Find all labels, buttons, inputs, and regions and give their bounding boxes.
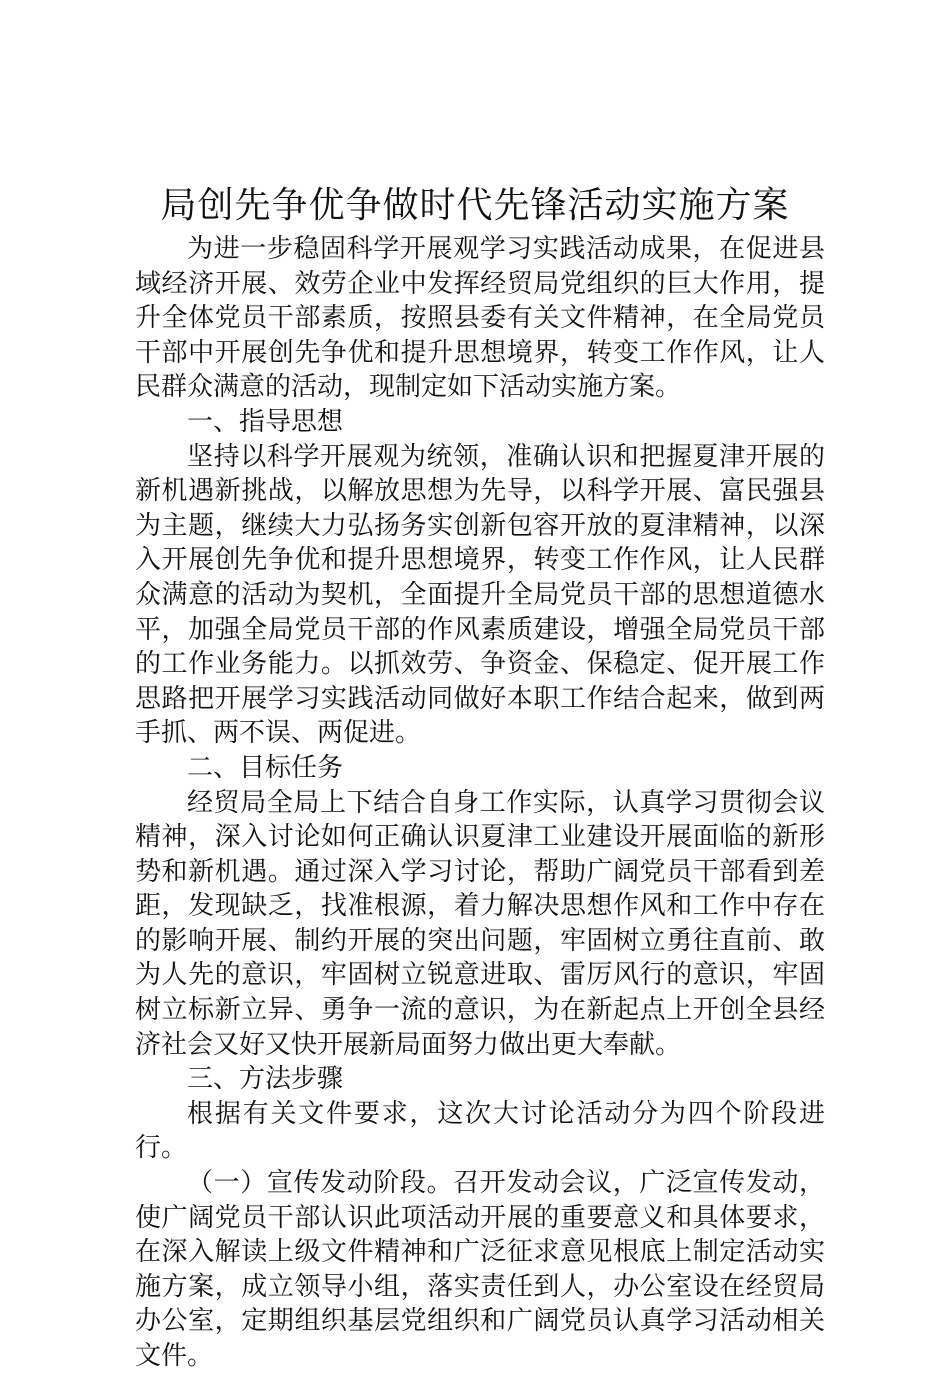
section-heading-steps: 三、方法步骤: [187, 1064, 344, 1095]
intro-paragraph: 为进一步稳固科学开展观学习实践活动成果，在促进县域经济开展、效劳企业中发挥经贸局党组织的巨大作用，提升全体党员干部素质，按照县委有关文件精神，在全局党员干部中开展创先争优和提升思想境界，转变工作作风，让人民群众满意的活动，现制定如下活动实施方案。: [135, 234, 825, 403]
steps-intro-paragraph: 根据有关文件要求，这次大讨论活动分为四个阶段进行。: [135, 1098, 825, 1164]
step-one-paragraph: （一）宣传发动阶段。召开发动会议，广泛宣传发动，使广阔党员干部认识此项活动开展的重要意义和具体要求，在深入解读上级文件精神和广泛征求意见根底上制定活动实施方案，成立领导小组，落实责任到人，办公室设在经贸局办公室，定期组织基层党组织和广阔党员认真学习活动相关文件。: [135, 1168, 825, 1371]
document-body: [135, 232, 825, 1374]
section-heading-goals: 二、目标任务: [187, 752, 344, 783]
document-title: 局创先争优争做时代先锋活动实施方案: [160, 185, 790, 226]
guiding-ideology-paragraph: 坚持以科学开展观为统领，准确认识和把握夏津开展的新机遇新挑战，以解放思想为先导，以科学开展、富民强县为主题，继续大力弘扬务实创新包容开放的夏津精神，以深入开展创先争优和提升思想境界，转变工作作风，让人民群众满意的活动为契机，全面提升全局党员干部的思想道德水平，加强全局党员干部的作风素质建设，增强全局党员干部的工作业务能力。以抓效劳、争资金、保稳定、促开展工作思路把开展学习实践活动同做好本职工作结合起来，做到两手抓、两不误、两促进。: [135, 441, 825, 749]
goals-paragraph: 经贸局全局上下结合自身工作实际，认真学习贯彻会议精神，深入讨论如何正确认识夏津工业建设开展面临的新形势和新机遇。通过深入学习讨论，帮助广阔党员干部看到差距，发现缺乏，找准根源，着力解决思想作风和工作中存在的影响开展、制约开展的突出问题，牢固树立勇往直前、敢为人先的意识，牢固树立锐意进取、雷厉风行的意识，牢固树立标新立异、勇争一流的意识，为在新起点上开创全县经济社会又好又快开展新局面努力做出更大奉献。: [135, 787, 825, 1060]
section-heading-guiding-ideology: 一、指导思想: [187, 406, 344, 437]
